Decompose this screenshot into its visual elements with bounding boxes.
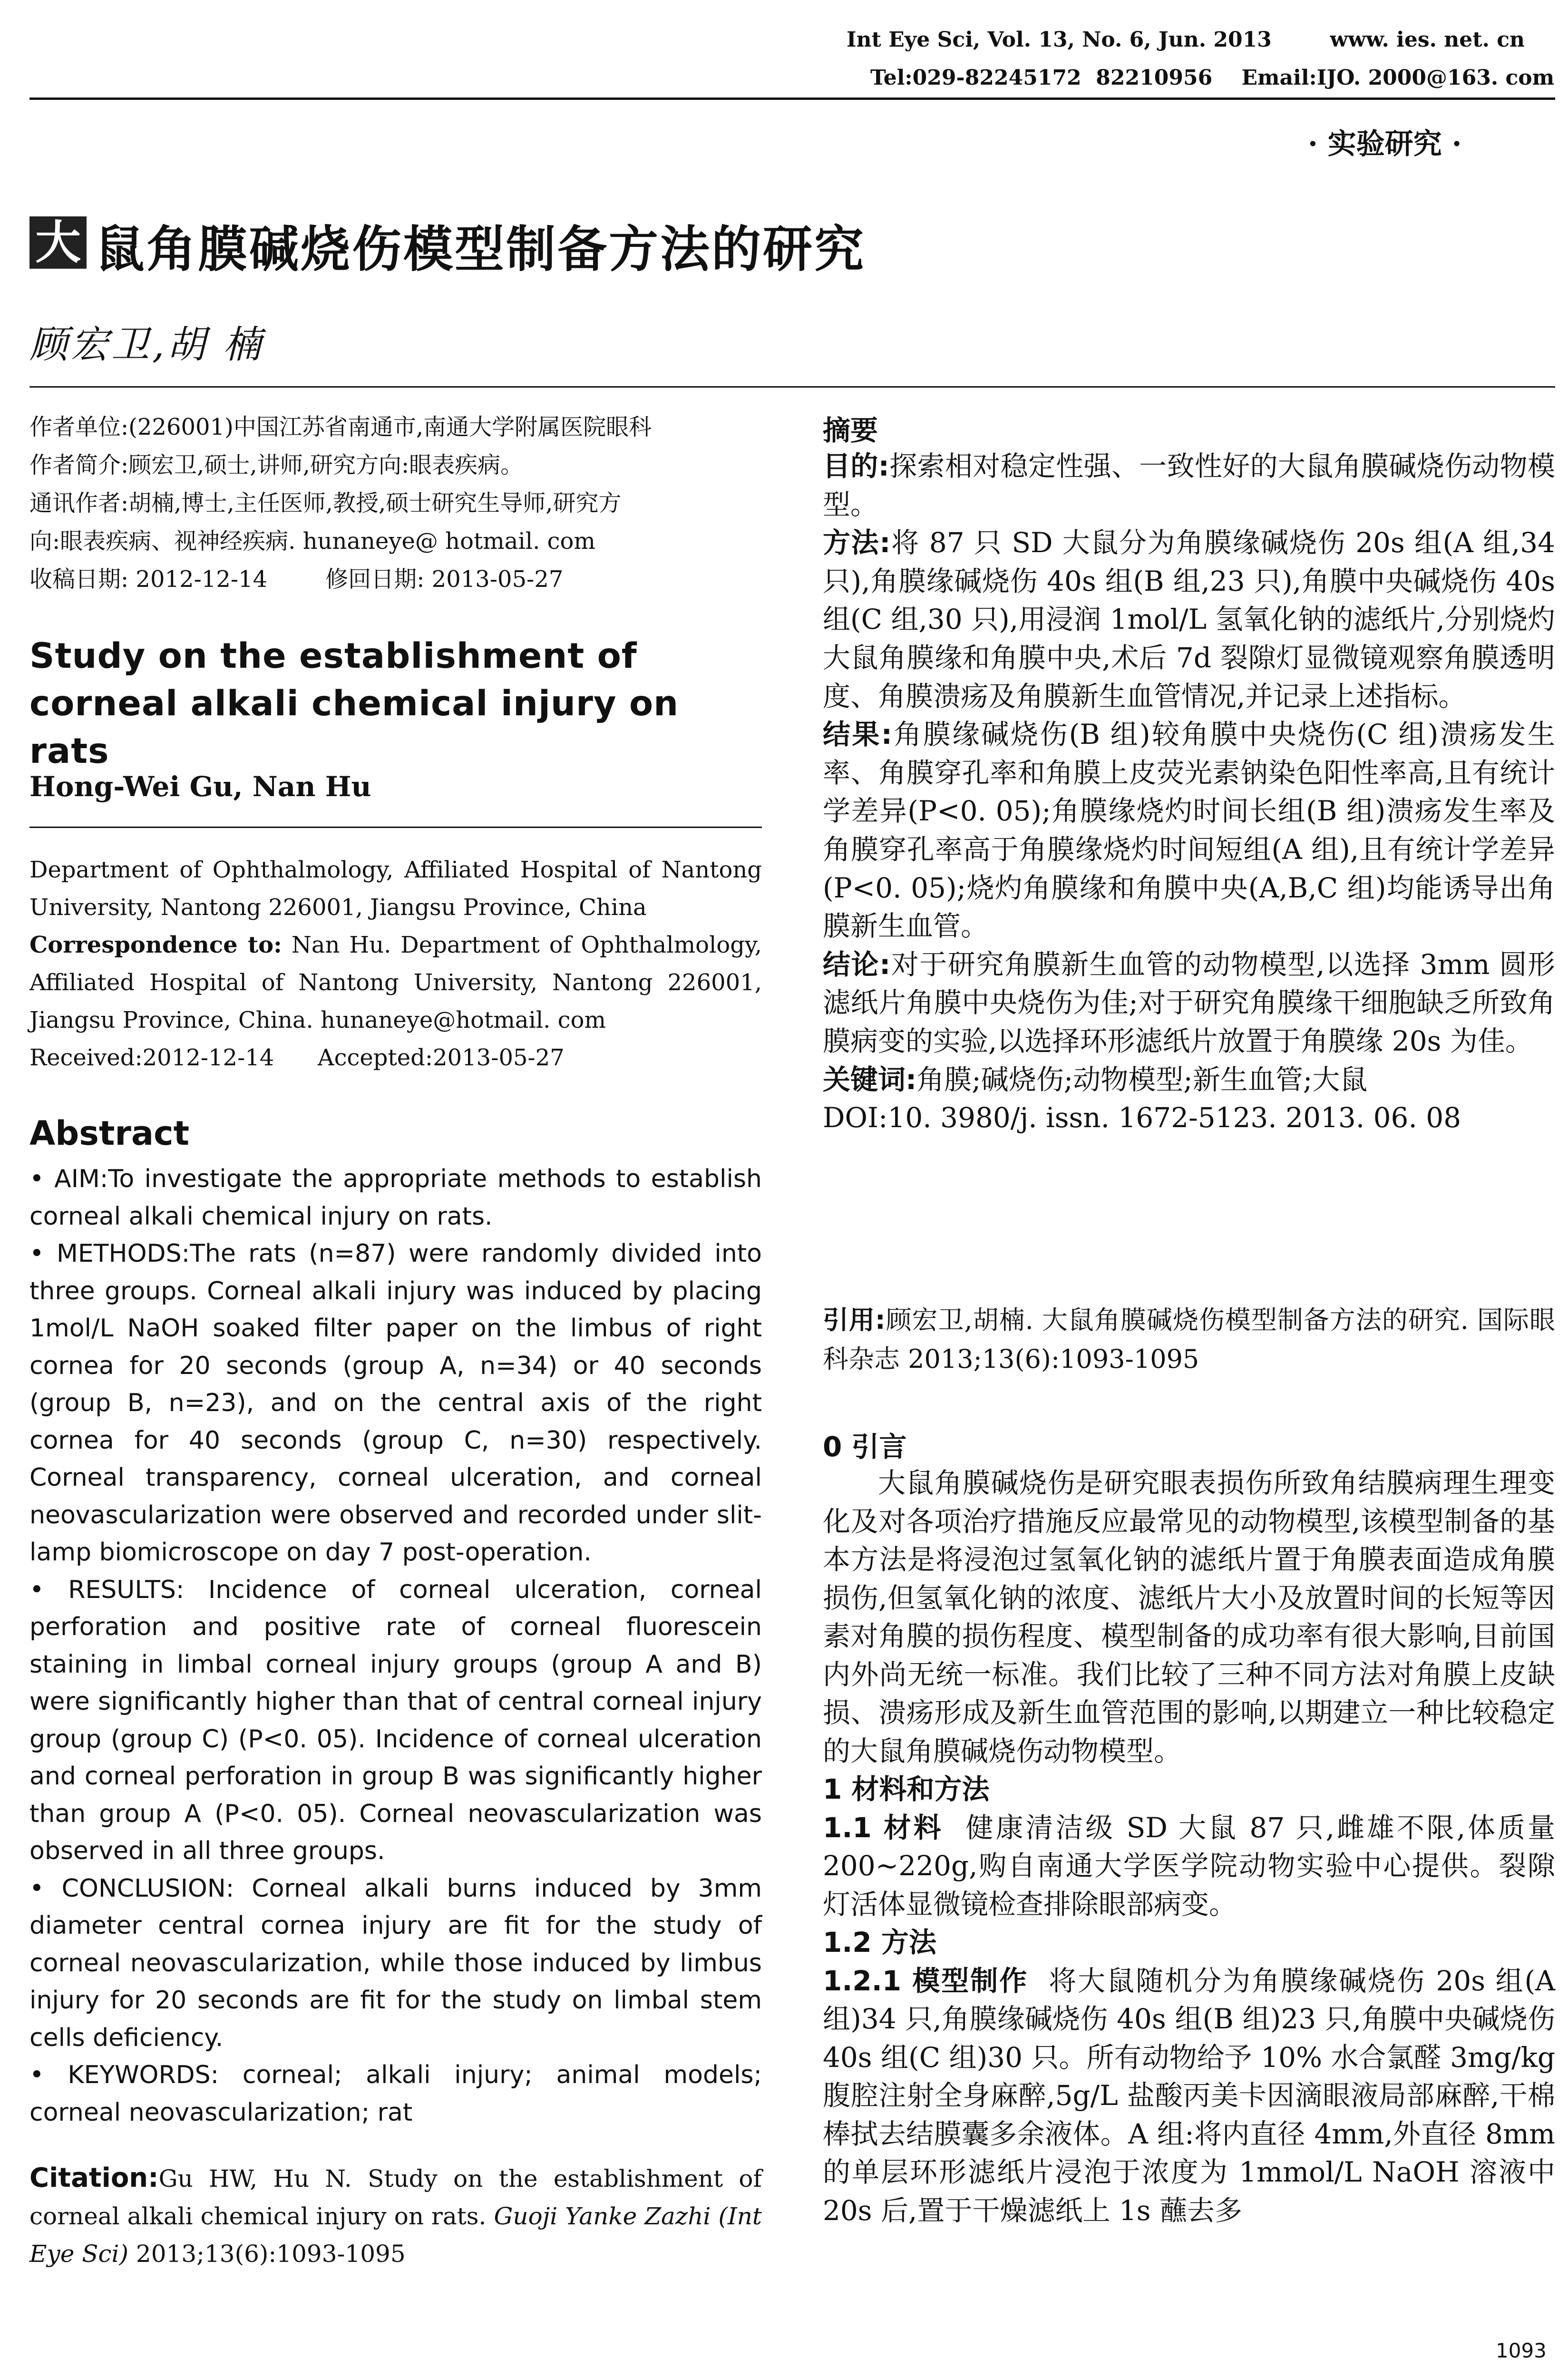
conclusion-label: 结论: [823,948,891,981]
keywords-label: 关键词: [823,1063,917,1096]
intro-paragraph: 大鼠角膜碱烧伤是研究眼表损伤所致角结膜病理生理变化及对各项治疗措施反应最常见的动物模型,该模型制备的基本方法是将浸泡过氢氧化钠的滤纸片置于角膜表面造成角膜损伤,但氢氧化钠的浓度、滤纸片大小及放置时间的长短等因素对角膜的损伤程度、模型制备的成功率有很大影响,目前国内外尚无统一标准。我们比较了三种不同方法对角膜上皮缺损、溃疡形成及新生血管范围的影响,以期建立一种比较稳定的大鼠角膜碱烧伤动物模型。 [823,1467,1555,1767]
abstract-methods: • METHODS:The rats (n=87) were randomly divided into three groups. Corneal alkali injury was induced by placing 1mol/L NaOH soaked filter paper on the limbus of right cornea for 20 seconds (group A, n=34) or 40 seconds (group B, n=23), and on the central axis of the right cornea for 40 seconds (group C, n=30) respectively. Corneal transparency, corneal ulceration, and corneal neovascularization were observed and recorded under slit-lamp biomicroscope on day 7 post-operation. [29,1239,762,1567]
info-line: 通讯作者:胡楠,博士,主任医师,教授,硕士研究生导师,研究方 [29,490,622,516]
english-affiliation: Department of Ophthalmology, Affiliated Hospital of Nantong University, Nantong 226001, Jiangsu Province, China [29,857,762,921]
info-line: 作者简介:顾宏卫,硕士,讲师,研究方向:眼表疾病。 [29,452,524,478]
section1-heading: 1 材料和方法 [823,1773,990,1805]
article-title: 鼠角膜碱烧伤模型制备方法的研究 [95,220,866,278]
cn-abstract-keywords [823,1061,1555,1099]
purpose-text: 探索相对稳定性强、一致性好的大鼠角膜碱烧伤动物模型。 [823,450,1555,521]
keywords-text: 角膜;碱烧伤;动物模型;新生血管;大鼠 [916,1063,1368,1096]
info-line: 向:眼表疾病、视神经疾病. hunaneye@ hotmail. com [29,528,595,555]
title-rule [29,386,1555,388]
intro-body [823,1464,1555,2230]
header-rule [29,97,1555,100]
abstract-heading: Abstract [29,1114,190,1153]
info-line: 作者单位:(226001)中国江苏省南通市,南通大学附属医院眼科 [29,414,652,440]
cn-abstract-heading: 摘要 [823,414,878,447]
section11-label: 1.1 材料 [823,1811,944,1844]
correspondence [29,926,762,1039]
english-authors-rule [29,827,762,828]
authors-cn: 顾宏卫,胡 楠 [29,322,264,367]
cn-abstract-conclusion [823,945,1555,1061]
cn-abstract-purpose [823,447,1555,524]
section12-heading: 1.2 方法 [823,1926,936,1958]
cn-citation-label: 引用: [823,1305,886,1335]
abstract-body [29,1160,762,2131]
abstract-keywords: • KEYWORDS: corneal; alkali injury; animal models; corneal neovascularization; rat [29,2061,762,2127]
english-citation [29,2159,762,2273]
method-text: 将 87 只 SD 大鼠分为角膜缘碱烧伤 20s 组(A 组,34 只),角膜缘碱烧伤 40s 组(B 组,23 只),角膜中央碱烧伤 40s 组(C 组,30 只),用浸润 1mol/L 氢氧化钠的滤纸片,分别烧灼大鼠角膜缘和角膜中央,术后 7d 裂隙灯显微镜观察角膜透明度、角膜溃疡及角膜新生血管情况,并记录上述指标。 [823,526,1555,712]
journal-header-line2: Tel:029-82245172 82210956 Email:IJO. 2000@163. com [870,66,1555,90]
english-dates: Received:2012-12-14 Accepted:2013-05-27 [29,1044,565,1071]
citation-tail: 2013;13(6):1093-1095 [128,2240,406,2268]
cn-abstract-method [823,524,1555,715]
english-affiliation-block [29,851,762,1077]
result-label: 结果: [823,718,892,751]
correspondence-text: Nan Hu. Department of Ophthalmology, Affiliated Hospital of Nantong University, Nantong 226001, Jiangsu Province, China. hunaneye@hotmail. com [29,932,762,1033]
citation-text: Gu HW, Hu N. Study on the establishment of corneal alkali chemical injury on rats. [29,2165,762,2230]
conclusion-text: 对于研究角膜新生血管的动物模型,以选择 3mm 圆形滤纸片角膜中央烧伤为佳;对于研究角膜缘干细胞缺乏所致角膜病变的实验,以选择环形滤纸片放置于角膜缘 20s 为佳。 [823,948,1555,1057]
citation-label: Citation: [29,2163,159,2193]
section-label: · 实验研究 · [1308,127,1462,161]
method-label: 方法: [823,526,891,559]
title-first-char: 大 [29,216,87,269]
english-authors: Hong-Wei Gu, Nan Hu [29,770,371,803]
english-title: Study on the establishment of corneal alkali chemical injury on rats [29,636,679,771]
section121-label: 1.2.1 模型制作 [823,1964,1029,1997]
page-number: 1093 [1496,2339,1547,2362]
abstract-conclusion: • CONCLUSION: Corneal alkali burns induced by 3mm diameter central cornea injury are fit for the study of corneal neovascularization, while those induced by limbus injury for 20 seconds are fit for the study on limbal stem cells deficiency. [29,1874,762,2052]
correspondence-label: Correspondence to: [29,932,282,958]
cn-abstract-result [823,715,1555,945]
section11-text: 健康清洁级 SD 大鼠 87 只,雌雄不限,体质量 200~220g,购自南通大学医学院动物实验中心提供。裂隙灯活体显微镜检查排除眼部病变。 [823,1811,1555,1920]
journal-header-line1: Int Eye Sci, Vol. 13, No. 6, Jun. 2013 www. ies. net. cn [847,28,1525,52]
cn-abstract [823,447,1555,1137]
intro-heading: 0 引言 [823,1431,907,1463]
purpose-label: 目的: [823,450,889,482]
citation-journal: Guoji Yanke Zazhi (Int Eye Sci) [29,2202,762,2268]
doi: DOI:10. 3980/j. issn. 1672-5123. 2013. 06. 08 [823,1101,1461,1134]
abstract-aim: • AIM:To investigate the appropriate methods to establish corneal alkali chemical injury on rats. [29,1165,762,1231]
section11 [823,1809,1555,1924]
section121 [823,1962,1555,2230]
info-line: 收稿日期: 2012-12-14 修回日期: 2013-05-27 [29,566,564,593]
author-info-cn [29,408,762,598]
abstract-results: • RESULTS: Incidence of corneal ulceration, corneal perforation and positive rate of corneal fluorescein staining in limbal corneal injury groups (group A and B) were significantly higher than that of central corneal injury group (group C) (P<0. 05). Incidence of corneal ulceration and corneal perforation in group B was significantly higher than group A (P<0. 05). Corneal neovascularization was observed in all three groups. [29,1575,762,1865]
cn-citation-text: 顾宏卫,胡楠. 大鼠角膜碱烧伤模型制备方法的研究. 国际眼科杂志 2013;13(6):1093-1095 [823,1305,1555,1374]
section121-text: 将大鼠随机分为角膜缘碱烧伤 20s 组(A 组)34 只,角膜缘碱烧伤 40s 组(B 组)23 只,角膜中央碱烧伤 40s 组(C 组)30 只。所有动物给予 10% 水合氯醛 3mg/kg 腹腔注射全身麻醉,5g/L 盐酸丙美卡因滴眼液局部麻醉,干棉棒拭去结膜囊多余液体。A 组:将内直径 4mm,外直径 8mm 的单层环形滤纸片浸泡于浓度为 1mmol/L NaOH 溶液中 20s 后,置于干燥滤纸上 1s 蘸去多 [823,1964,1555,2227]
cn-citation [823,1301,1555,1379]
result-text: 角膜缘碱烧伤(B 组)较角膜中央烧伤(C 组)溃疡发生率、角膜穿孔率和角膜上皮荧光素钠染色阳性率高,且有统计学差异(P<0. 05);角膜缘烧灼时间长组(B 组)溃疡发生率及角膜穿孔率高于角膜缘烧灼时间短组(A 组),且有统计学差异(P<0. 05);烧灼角膜缘和角膜中央(A,B,C 组)均能诱导出角膜新生血管。 [823,718,1555,943]
